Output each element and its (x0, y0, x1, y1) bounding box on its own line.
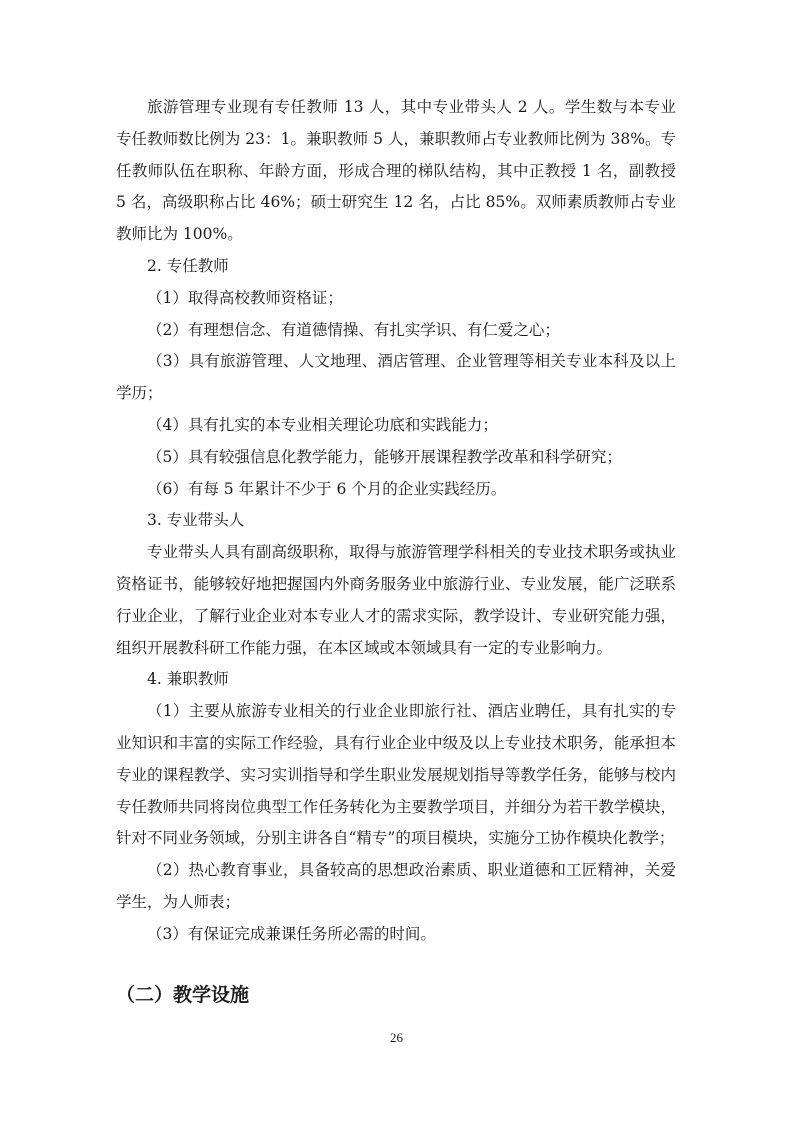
paragraph-program-leader: 专业带头人具有副高级职称，取得与旅游管理学科相关的专业技术职务或执业资格证书，能够较好地把握国内外商务服务业中旅游行业、专业发展，能广泛联系行业企业，了解行业企业对本专业人才的需求实际，教学设计、专业研究能力强，组织开展教科研工作能力强，在本区域或本领域具有一定的专业影响力。 (116, 543, 676, 657)
subheading-program-leader: 3. 专业带头人 (147, 511, 245, 530)
subheading-fulltime-teachers: 2. 专任教师 (147, 256, 229, 275)
list-item: （1）主要从旅游专业相关的行业企业即旅行社、酒店业聘任，具有扎实的专业知识和丰富的实际工作经验，具有行业企业中级及以上专业技术职务，能承担本专业的课程教学、实习实训指导和学生职业发展规划指导等教学任务，能够与校内专任教师共同将岗位典型工作任务转化为主要教学项目，并细分为若干教学模块，针对不同业务领域，分别主讲各自“精专”的项目模块，实施分工协作模块化教学； (116, 702, 676, 848)
list-item: （2）热心教育事业，具备较高的思想政治素质、职业道德和工匠精神，关爱学生，为人师表； (116, 861, 676, 911)
section-heading: （二）教学设施 (116, 984, 250, 1006)
list-item: （5）具有较强信息化教学能力，能够开展课程教学改革和科学研究； (147, 447, 622, 466)
list-item: （3）具有旅游管理、人文地理、酒店管理、企业管理等相关专业本科及以上学历； (116, 352, 676, 403)
paragraph-faculty-overview: 旅游管理专业现有专任教师 13 人，其中专业带头人 2 人。学生数与本专业专任教师数比例为 23：1。兼职教师 5 人，兼职教师占专业教师比例为 38%。专任教师队伍在职称、年龄方面，形成合理的梯队结构，其中正教授 1 名，副教授 5 名，高级职称占比 46%；硕士研究生 12 名，占比 85%。双师素质教师占专业教师比为 100%。 (116, 98, 676, 244)
page-number: 26 (390, 1030, 403, 1045)
body-text (116, 92, 676, 951)
subheading-parttime-teachers: 4. 兼职教师 (147, 670, 229, 689)
list-item: （2）有理想信念、有道德情操、有扎实学识、有仁爱之心； (147, 320, 560, 339)
list-item: （3）有保证完成兼课任务所必需的时间。 (147, 924, 436, 943)
list-item: （1）取得高校教师资格证； (147, 288, 343, 307)
list-item: （4）具有扎实的本专业相关理论功底和实践能力； (147, 415, 498, 434)
list-item: （6）有每 5 年累计不少于 6 个月的企业实践经历。 (147, 479, 507, 498)
